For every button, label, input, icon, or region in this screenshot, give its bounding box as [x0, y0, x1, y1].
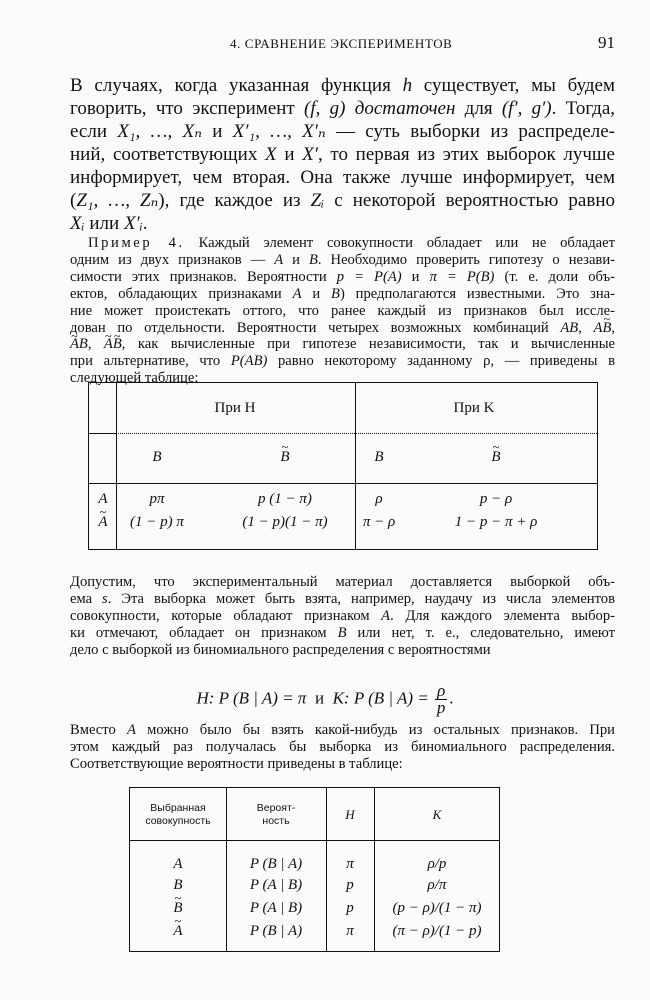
paragraph-3	[70, 722, 615, 773]
table-cell: p	[346, 900, 354, 916]
col-header-prob: Вероят- ность	[256, 802, 296, 827]
table-cell: p (1 − π)	[258, 491, 312, 507]
table-cell: (1 − p) π	[130, 514, 184, 530]
example-4	[70, 235, 615, 387]
paragraph-1	[70, 74, 615, 235]
fraction: $\frac{\rho}{p}$	[436, 681, 446, 717]
text-line: ектов, обладающих признаками A и B) предполагаются известными. Это зна-	[70, 285, 616, 302]
text-line: если X₁, …, Xₙ и X′₁, …, X′ₙ — суть выборки из распределе-	[70, 121, 615, 142]
table-cell: P (B | A)	[249, 856, 303, 872]
table-cell: (p − ρ)/(1 − π)	[392, 900, 482, 916]
table-cell: (π − ρ)/(1 − p)	[392, 923, 482, 939]
text-line: при альтернативе, что P(AB) равно некоторому заданному ρ, — приведены в	[70, 353, 616, 370]
col-header-b-tilde: ~ B	[491, 449, 500, 466]
table-cell: p	[346, 877, 354, 893]
text-line: следующей таблице:	[70, 370, 199, 387]
example-label: Пример 4.	[88, 235, 185, 251]
table-cell: π	[346, 923, 354, 939]
text-line: информирует, чем вторая. Она также лучше информирует, чем	[70, 167, 615, 188]
table-cell: ρ/p	[427, 856, 447, 872]
page-number: 91	[598, 33, 615, 52]
col-header-h: H	[345, 807, 355, 822]
paragraph-2	[70, 574, 615, 659]
table-cell: π	[346, 856, 354, 872]
table-cell: p − ρ	[479, 491, 513, 507]
text-line: этом каждый раз получалась бы выборка из биномиального распределения.	[70, 738, 615, 755]
text-line: дован по отдельности. Вероятности четырех возможных комбинаций AB, A~ B,	[70, 320, 615, 337]
text-line: Вместо A можно было бы взять какой-нибудь из остальных признаков. При	[70, 722, 615, 738]
text-line: дело с выборкой из биномиального распределения с вероятностями	[70, 641, 491, 658]
table-rule	[226, 788, 227, 951]
table-rule	[130, 840, 499, 841]
running-title: 4. СРАВНЕНИЕ ЭКСПЕРИМЕНТОВ	[230, 36, 453, 51]
table-cell: ~ A	[173, 923, 182, 940]
col-header-b: B	[374, 449, 384, 465]
text-line: ~ AB, ~ A~ B, как вычисленные при гипотезе независимости, так и вычисленные	[70, 336, 615, 353]
table-rule	[374, 788, 375, 951]
probability-table-2	[129, 787, 500, 952]
text-line: совокупности, которые обладают признаком A. Для каждого элемента выбор-	[70, 607, 615, 624]
text-line: симости этих признаков. Вероятности p = P(A) и π = P(B) (т. е. доли объ-	[70, 268, 615, 285]
table-rule	[89, 433, 116, 434]
col-header-k: K	[432, 807, 442, 822]
table-cell: B	[173, 877, 183, 893]
hypothesis-formula: H: P (B | A) = π и K: P (B | A) = $\frac{\rho}{p}$ .	[196, 681, 454, 717]
col-header-b-tilde: ~ B	[280, 449, 289, 466]
text-line: ний, соответствующих X и X′, то первая из этих выборок лучше	[70, 144, 615, 165]
table-cell: A	[173, 856, 183, 872]
col-header-b: B	[152, 449, 162, 465]
text-line: Пример 4. Каждый элемент совокупности обладает или не обладает	[88, 235, 615, 251]
table-cell: π − ρ	[362, 514, 396, 530]
table-cell: pπ	[149, 491, 165, 507]
table-cell: 1 − p − π + ρ	[454, 514, 538, 530]
table-rule	[116, 383, 117, 549]
table-rule	[355, 383, 356, 549]
page-header	[70, 33, 615, 56]
table-cell: ρ	[375, 491, 383, 507]
row-header-a-tilde: ~ A	[98, 514, 107, 531]
group-header-k: При K	[453, 400, 495, 416]
table-cell: ρ/π	[427, 877, 447, 893]
text-line: Соответствующие вероятности приведены в таблице:	[70, 755, 403, 772]
text-line: ние может проистекать оттого, что ранее каждый из признаков был иссле-	[70, 302, 615, 319]
text-line: ки отмечают, обладает он признаком B или нет, т. е., следовательно, имеют	[70, 624, 616, 641]
text-line: одним из двух признаков — A и B. Необходимо проверить гипотезу о незави-	[70, 251, 615, 268]
row-header-a: A	[98, 491, 108, 507]
col-header-set: Выбранная совокупность	[145, 802, 211, 827]
text-line: В случаях, когда указанная функция h существует, мы будем	[70, 75, 615, 96]
text-line: говорить, что эксперимент (f, g) достаточен для (f′, g′). Тогда,	[70, 98, 616, 119]
table-cell: ~ B	[173, 900, 182, 917]
table-cell: P (B | A)	[249, 923, 303, 939]
text-line: Допустим, что экспериментальный материал доставляется выборкой объ-	[70, 574, 615, 590]
table-rule	[116, 433, 597, 434]
table-cell: P (A | B)	[249, 877, 303, 893]
table-cell: P (A | B)	[249, 900, 303, 916]
text-line: Xᵢ или X′ᵢ.	[70, 213, 148, 234]
text-line: (Z₁, …, Zₙ), где каждое из Zᵢ с некоторой вероятностью равно	[70, 190, 615, 211]
table-rule	[326, 788, 327, 951]
probability-table-1	[88, 382, 598, 550]
group-header-h: При H	[214, 400, 256, 416]
table-cell: (1 − p)(1 − π)	[242, 514, 328, 530]
text-line: ема s. Эта выборка может быть взята, например, наудачу из числа элементов	[70, 590, 615, 607]
table-rule	[89, 483, 597, 484]
